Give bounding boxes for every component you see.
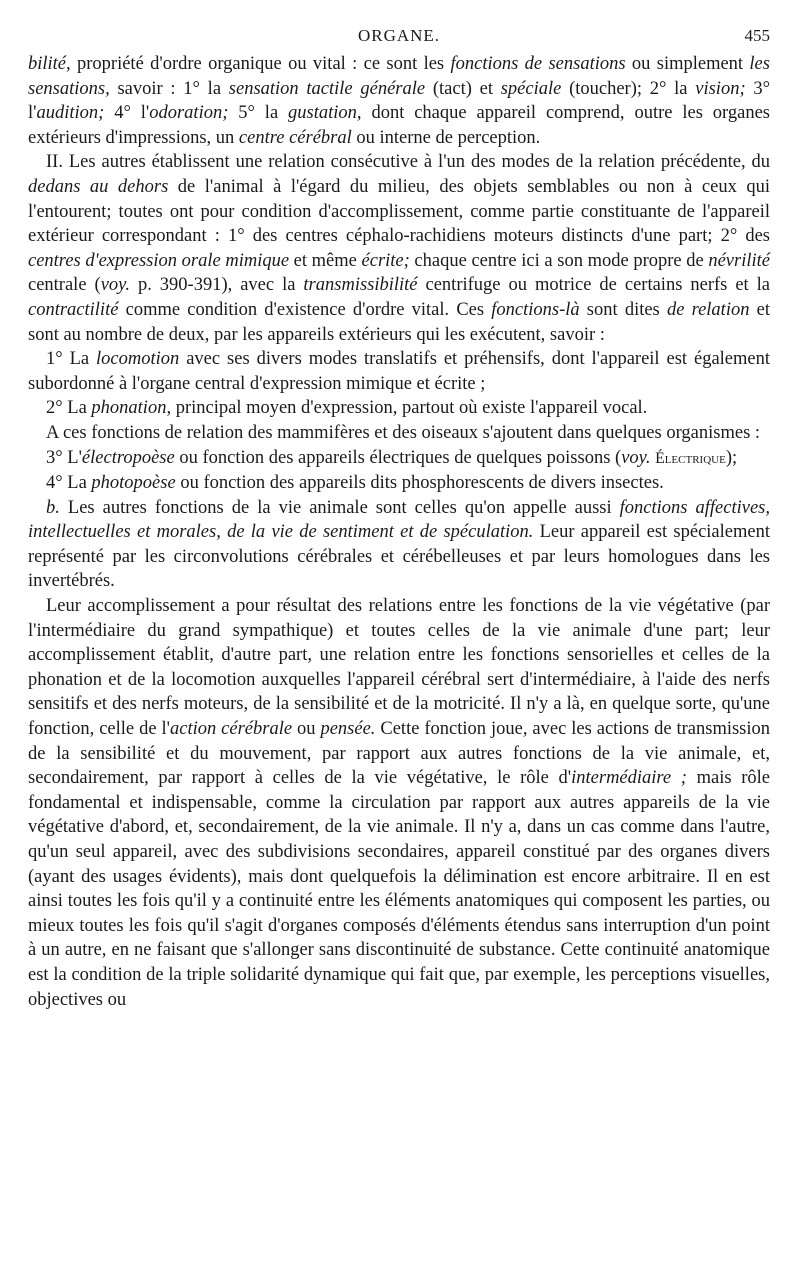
italic-run: écrite;	[361, 250, 410, 271]
body-text	[28, 52, 770, 1012]
italic-run: spéciale	[500, 78, 562, 99]
text-run: principal moyen d'expression, partout où existe l'appareil vocal.	[171, 398, 648, 419]
text-run: (toucher); 2° la	[561, 78, 696, 99]
italic-run: centres d'expression orale mimique	[28, 250, 290, 271]
page-number: 455	[744, 26, 770, 45]
text-run: mais rôle fondamental et indispensable, comme la circulation par rapport aux autres appareils de la vie végétative d'abord, et, secondairement, de la vie animale. Il n'y a, dans un cas comme dans l'autre, qu'un seul appareil, avec des subdivisions secondaires, appareil constitué par des organes divers (ayant des usages évidents), mais dont quelquefois la délimination est encore arbitraire. Il en est ainsi toutes les fois qu'il y a continuité entre les éléments anatomiques qui composent les parties, ou mieux toutes les fois qu'il s'agit d'organes composés d'éléments étendus sans interruption d'un point à un autre, en ne faisant que s'allonger sans discontinuité de substance. Cette continuité anatomique est la condition de la triple solidarité dynamique qui fait que, par exemple, les perceptions visuelles, objectives ou	[28, 768, 770, 1010]
italic-run: odoration;	[149, 103, 229, 124]
text-run: 1° La	[46, 349, 97, 370]
text-run: II. Les autres établissent une relation consécutive à l'un des modes de la relation précédente, du	[46, 152, 770, 173]
italic-run: fonctions-là	[491, 299, 580, 320]
page-header	[28, 22, 770, 52]
paragraph	[28, 347, 770, 396]
small-caps-run: Électrique	[655, 449, 726, 467]
italic-run: électropoèse	[81, 447, 175, 468]
text-run: ou fonction des appareils électriques de quelques poissons (	[174, 447, 622, 468]
text-run: 3° l'	[28, 78, 770, 124]
italic-run: voy.	[621, 447, 651, 468]
text-run: centrale (	[28, 275, 101, 296]
text-run: et sont au nombre de deux, par les appareils extérieurs qui les exécutent, savoir :	[28, 299, 770, 345]
italic-run: pensée.	[320, 719, 376, 740]
text-run: Leur appareil est spécialement représenté par les circonvolutions cérébrales et cérébelleuses et par leurs homologues dans les invertébrés.	[28, 522, 770, 592]
italic-run: action cérébrale	[169, 719, 293, 740]
italic-run: les sensations,	[28, 54, 770, 99]
text-run: comme condition d'existence d'ordre vital. Ces	[118, 299, 492, 320]
text-run: avec ses divers modes translatifs et préhensifs, dont l'appareil est également subordonné à l'organe central d'expression mimique et écrite ;	[28, 349, 770, 394]
text-run: 2° La	[46, 398, 92, 419]
text-run: ou fonction des appareils dits phosphorescents de divers insectes.	[175, 473, 664, 494]
text-run: 5° la	[228, 103, 289, 124]
italic-run: gustation,	[288, 103, 362, 124]
italic-run: dedans au dehors	[28, 176, 169, 197]
paragraph	[28, 446, 770, 472]
text-run: ou simplement	[625, 54, 750, 74]
running-head: ORGANE.	[357, 26, 441, 45]
paragraph	[28, 471, 770, 496]
text-run: de l'animal à l'égard du milieu, des objets semblables ou non à ceux qui l'entourent; toutes ont pour condition d'accomplissement, comme partie constituante de l'appareil extérieur correspondant : 1° des centres céphalo-rachidiens moteurs distincts d'une part; 2° des	[28, 176, 770, 247]
text-run: A ces fonctions de relation des mammifères et des oiseaux s'ajoutent dans quelques organismes :	[46, 422, 761, 443]
italic-run: centre cérébral	[238, 127, 352, 148]
text-run: );	[725, 447, 738, 468]
paragraph	[28, 396, 770, 421]
italic-run: de relation	[666, 299, 750, 320]
italic-run: névrilité	[708, 250, 770, 271]
text-run: Leur accomplissement a pour résultat des relations entre les fonctions de la vie végétative (par l'intermédiaire du grand sympathique) et toutes celles de la vie animale d'une part; leur accomplissement établit, d'autre part, une relation entre les fonctions sensorielles et celles de la phonation et de la locomotion auxquelles l'appareil cérébral sert d'intermédiaire, à l'aide des nerfs sensitifs et des nerfs moteurs, de la sensibilité et de la motricité. Il n'y a là, en quelque sorte, qu'une fonction, celle de l'	[28, 596, 770, 740]
text-run: savoir : 1° la	[109, 78, 229, 99]
italic-run: b.	[46, 497, 60, 518]
text-run: p. 390-391), avec la	[129, 275, 304, 296]
text-run: Cette fonction joue, avec les actions de transmission de la sensibilité et du mouvement, par rapport aux autres fonctions de la vie animale, et, secondairement, par rapport à celles de la vie végétative, le rôle d'	[28, 719, 771, 789]
italic-run: vision;	[695, 78, 746, 99]
italic-run: transmissibilité	[303, 275, 418, 296]
text-run: propriété d'ordre organique ou vital : ce sont les	[70, 54, 451, 74]
paragraph	[28, 150, 770, 347]
italic-run: locomotion	[96, 349, 180, 370]
text-run: centrifuge ou motrice de certains nerfs et la	[417, 275, 771, 296]
paragraph	[28, 496, 770, 594]
text-run: chaque centre ici a son mode propre de	[409, 250, 709, 271]
italic-run: contractilité	[28, 299, 119, 320]
paragraph	[28, 52, 770, 150]
paragraph	[28, 421, 770, 446]
italic-run: audition;	[36, 103, 105, 124]
text-run: 3° L'	[46, 447, 82, 468]
italic-run: voy.	[100, 275, 130, 296]
text-run: ou	[292, 719, 321, 740]
italic-run: fonctions affectives, intellectuelles et morales, de la vie de sentiment et de spéculation.	[28, 497, 770, 543]
italic-run: phonation,	[91, 398, 172, 419]
text-run: Les autres fonctions de la vie animale sont celles qu'on appelle aussi	[59, 497, 620, 518]
text-run: 4° l'	[104, 103, 150, 124]
text-run: et même	[289, 250, 362, 271]
text-run: ou interne de perception.	[351, 127, 541, 148]
text-run: dont chaque appareil comprend, outre les organes extérieurs d'impressions, un	[28, 103, 770, 148]
page	[28, 22, 770, 1012]
paragraph	[28, 594, 770, 1012]
italic-run: photopoèse	[91, 473, 176, 494]
text-run: sont dites	[579, 299, 667, 320]
italic-run: bilité,	[28, 54, 71, 74]
italic-run: sensation tactile générale	[228, 78, 426, 99]
text-run: 4° La	[46, 473, 92, 494]
text-run: (tact) et	[425, 78, 501, 99]
italic-run: intermédiaire ;	[571, 768, 687, 789]
italic-run: fonctions de sensations	[450, 54, 626, 74]
